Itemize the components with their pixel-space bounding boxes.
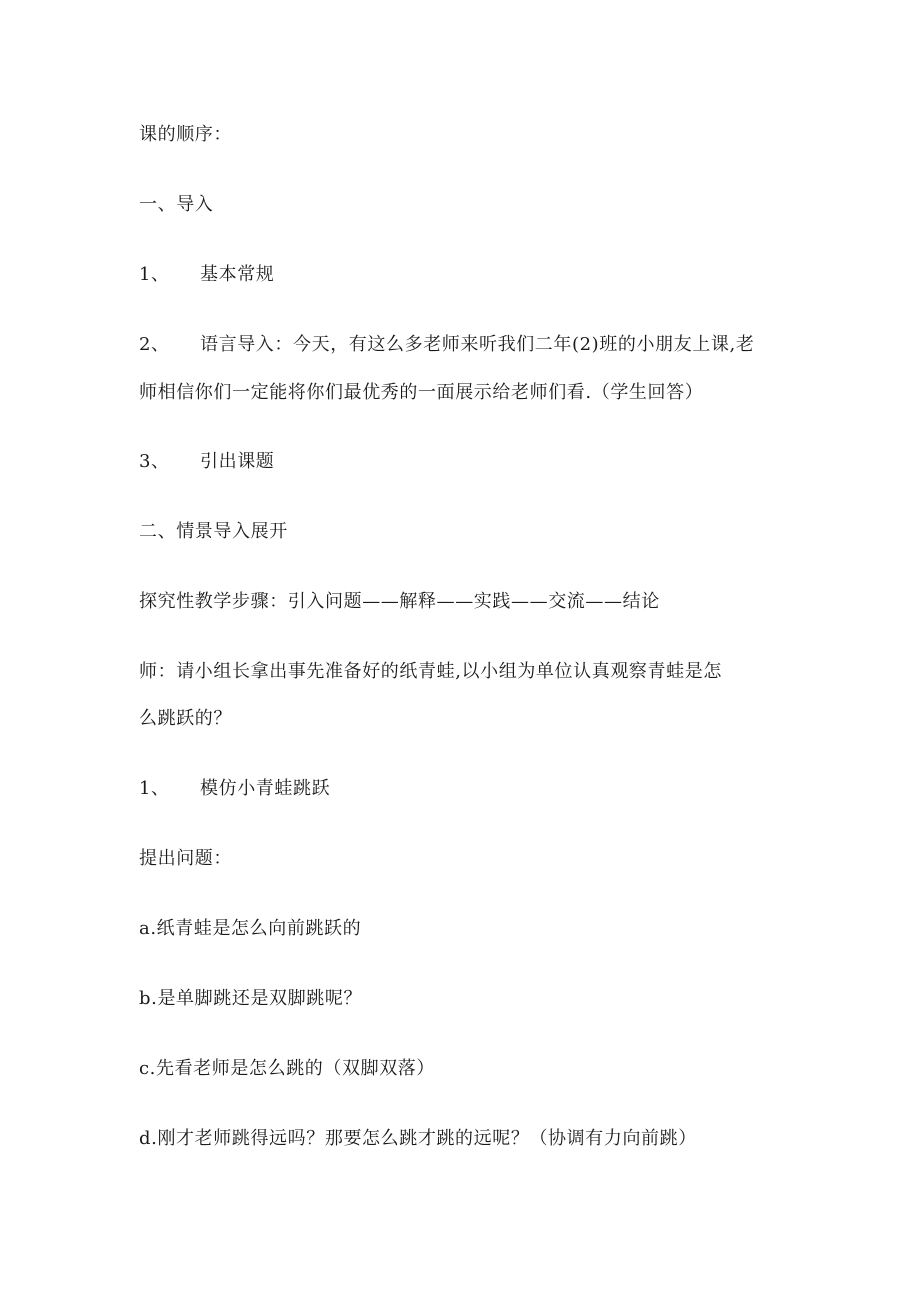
item-number: 3、 bbox=[139, 451, 170, 472]
item-number: 1、 bbox=[139, 264, 170, 285]
question-c: c.先看老师是怎么跳的（双脚双落） bbox=[139, 1058, 436, 1079]
scenario-item-1 bbox=[139, 777, 330, 801]
intro-item-3 bbox=[139, 450, 274, 474]
question-a: a.纸青蛙是怎么向前跳跃的 bbox=[139, 918, 362, 939]
question-b: b.是单脚跳还是双脚跳呢？ bbox=[139, 988, 363, 1009]
item-text: 基本常规 bbox=[200, 264, 275, 285]
section-intro-title: 一、导入 bbox=[139, 194, 214, 215]
inquiry-steps: 探究性教学步骤：引入问题——解释——实践——交流——结论 bbox=[139, 591, 660, 612]
item-number: 2、 bbox=[139, 334, 170, 355]
item-number: 1、 bbox=[139, 778, 170, 799]
question-d: d.刚才老师跳得远吗？那要怎么跳才跳的远呢？（协调有力向前跳） bbox=[139, 1128, 697, 1149]
teacher-instruction-line-1: 师：请小组长拿出事先准备好的纸青蛙,以小组为单位认真观察青蛙是怎 bbox=[139, 661, 722, 682]
item-text: 语言导入：今天，有这么多老师来听我们二年(2)班的小朋友上课,老 bbox=[200, 334, 755, 355]
item-text: 引出课题 bbox=[200, 451, 275, 472]
intro-item-2 bbox=[139, 333, 754, 357]
questions-label: 提出问题： bbox=[139, 848, 232, 869]
section-scenario-title: 二、情景导入展开 bbox=[139, 521, 288, 542]
intro-item-2-continuation: 师相信你们一定能将你们最优秀的一面展示给老师们看.（学生回答） bbox=[139, 382, 704, 403]
intro-item-1 bbox=[139, 263, 274, 287]
lesson-order-heading: 课的顺序： bbox=[139, 124, 232, 145]
item-text: 模仿小青蛙跳跃 bbox=[200, 778, 331, 799]
teacher-instruction-line-2: 么跳跃的？ bbox=[139, 708, 232, 729]
